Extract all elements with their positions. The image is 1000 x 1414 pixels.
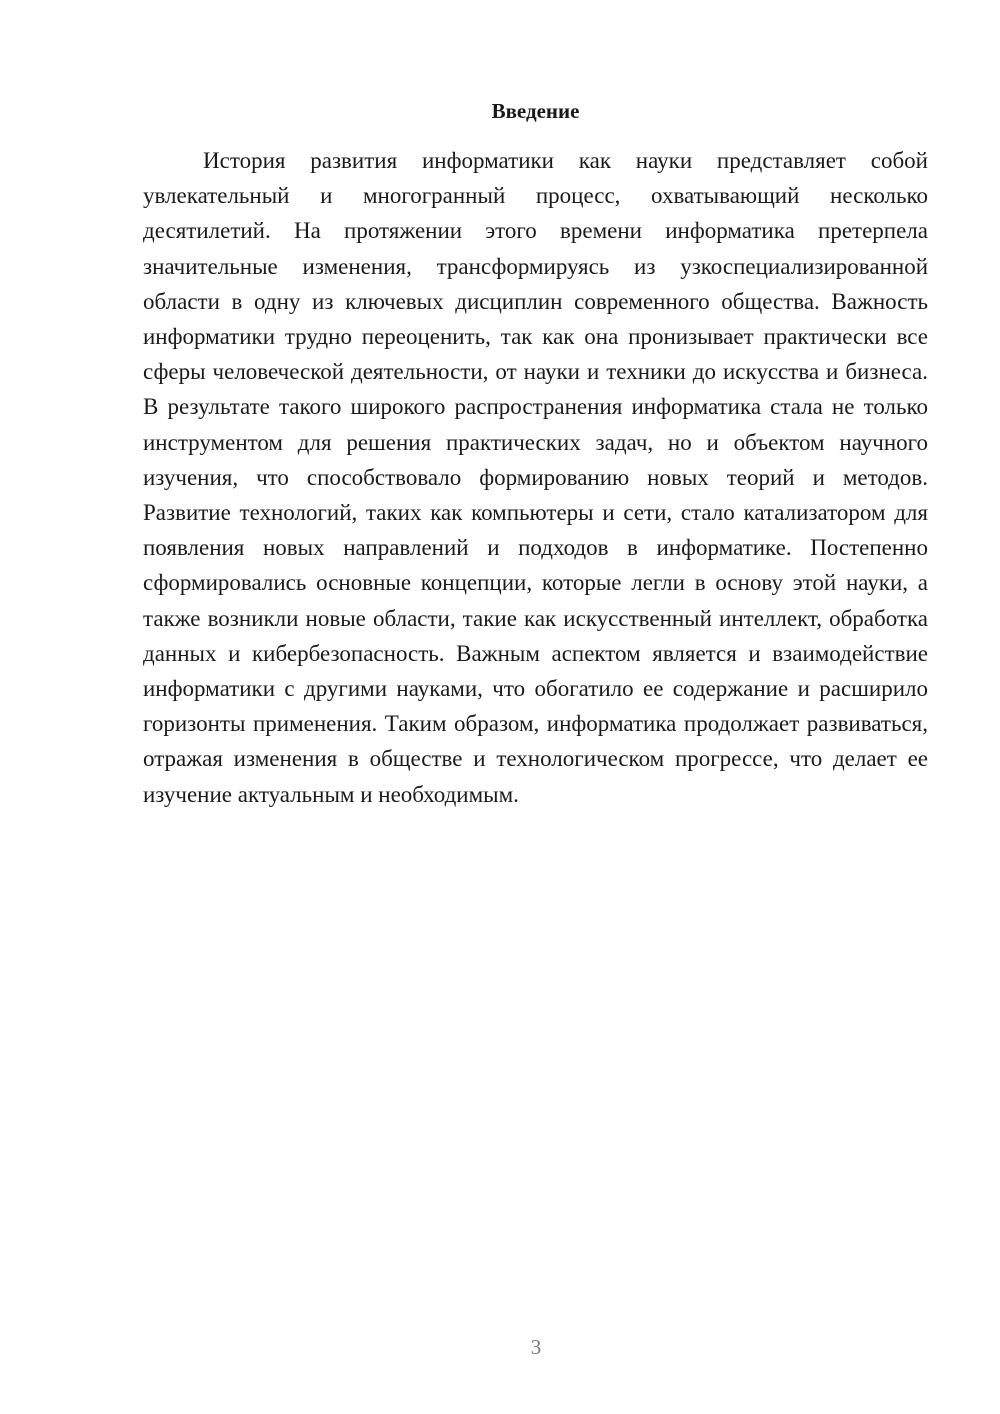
page-number: 3: [530, 1335, 542, 1359]
body-paragraph: История развития информатики как науки представляет собой увлекательный и многогранный процесс, охватывающий несколько десятилетий. На протяжении этого времени информатика претерпела значительные изменения, трансформируясь из узкоспециализированной области в одну из ключевых дисциплин современного общества. Важность информатики трудно переоценить, так как она пронизывает практически все сферы человеческой деятельности, от науки и техники до искусства и бизнеса. В результате такого широкого распространения информатика стала не только инструментом для решения практических задач, но и объектом научного изучения, что способствовало формированию новых теорий и методов. Развитие технологий, таких как компьютеры и сети, стало катализатором для появления новых направлений и подходов в информатике. Постепенно сформировались основные концепции, которые легли в основу этой науки, а также возникли новые области, такие как искусственный интеллект, обработка данных и кибербезопасность. Важным аспектом является и взаимодействие информатики с другими науками, что обогатило ее содержание и расширило горизонты применения. Таким образом, информатика продолжает развиваться, отражая изменения в обществе и технологическом прогрессе, что делает ее изучение актуальным и необходимым.: [143, 148, 928, 807]
section-heading: Введение: [491, 99, 580, 123]
